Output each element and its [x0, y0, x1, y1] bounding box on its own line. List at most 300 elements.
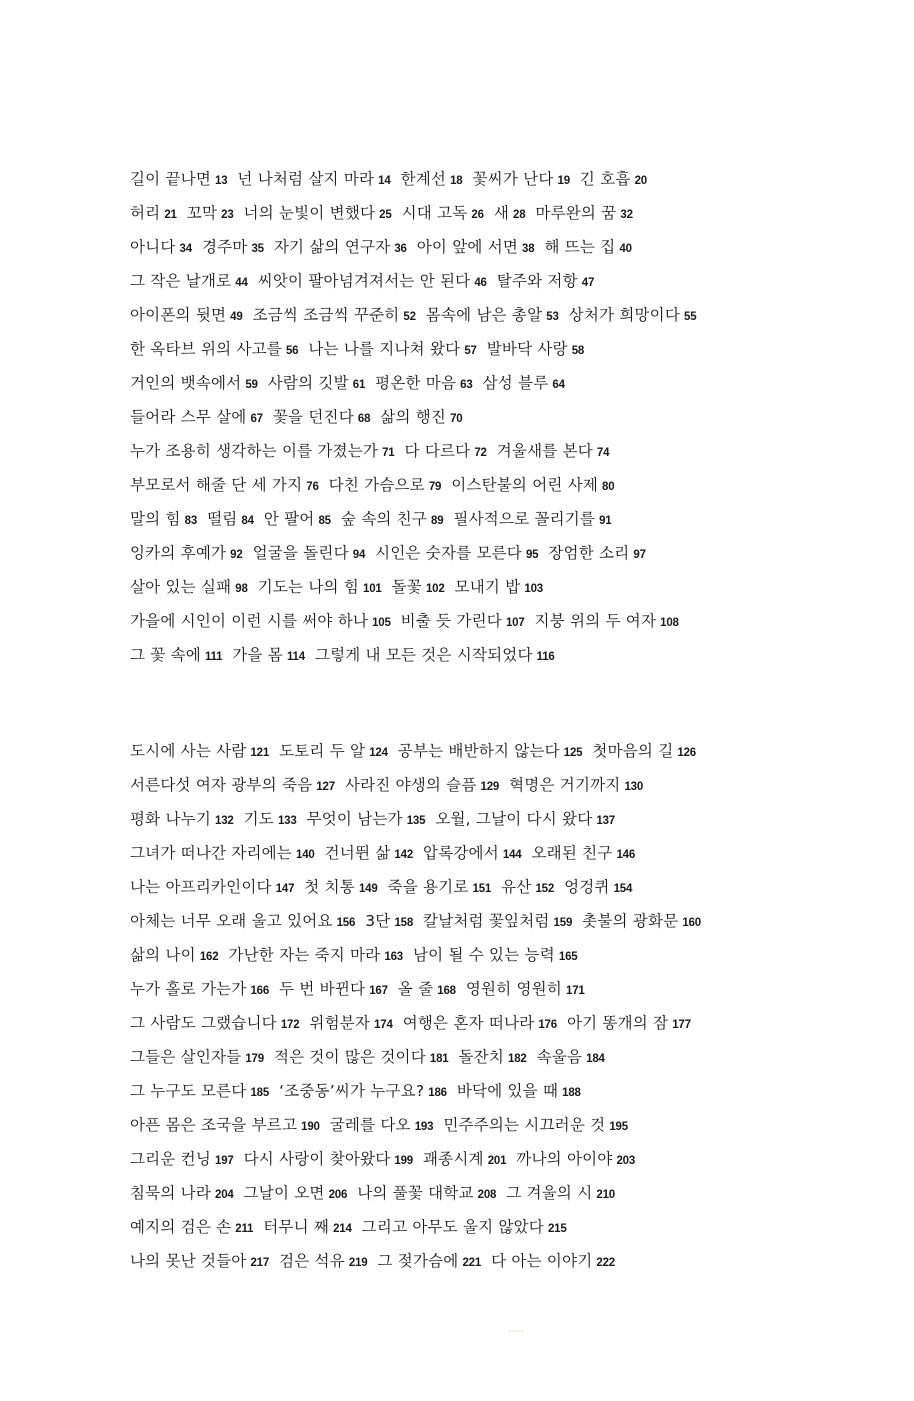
page-number: 156 — [336, 917, 356, 929]
page-number: 211 — [235, 1223, 254, 1235]
poem-title: 혁명은 거기까지 — [509, 776, 621, 794]
poem-title: 꼬막 — [186, 204, 218, 222]
toc-entry — [483, 374, 565, 392]
toc-line — [130, 366, 870, 400]
poem-title: 공부는 배반하지 않는다 — [397, 742, 560, 760]
page-number: 114 — [286, 651, 305, 663]
toc-entry — [258, 272, 487, 290]
poem-title: 나는 나를 지나쳐 왔다 — [308, 340, 461, 358]
poem-title: 오월, 그날이 다시 왔다 — [435, 810, 593, 828]
toc-line — [130, 836, 870, 870]
toc-entry — [375, 374, 472, 392]
toc-line — [130, 1210, 870, 1244]
page-number: 188 — [562, 1087, 581, 1099]
poem-title: ‘조중동’씨가 누구요? — [279, 1082, 425, 1100]
toc-entry — [308, 340, 476, 358]
toc-entry — [329, 476, 442, 494]
page-number: 49 — [230, 311, 243, 323]
page-number: 53 — [546, 311, 559, 323]
poem-title: 새 — [493, 204, 509, 222]
toc-entry — [307, 810, 426, 828]
poem-title: 지붕 위의 두 여자 — [534, 612, 657, 630]
toc-entry — [516, 1150, 635, 1168]
toc-entry — [263, 1218, 351, 1236]
page-number: 70 — [450, 413, 463, 425]
poem-title: 돌잔치 — [458, 1048, 505, 1066]
toc-entry — [531, 844, 635, 862]
poem-title: 한계선 — [400, 170, 447, 188]
page-number: 44 — [235, 277, 248, 289]
page-number: 91 — [599, 515, 612, 527]
poem-title: 적은 것이 많은 것이다 — [273, 1048, 426, 1066]
poem-title: 그리운 컨닝 — [130, 1150, 211, 1168]
poem-title: 위험분자 — [309, 1014, 371, 1032]
toc-entry — [487, 340, 584, 358]
toc-entry — [417, 238, 535, 256]
page-number: 184 — [586, 1053, 605, 1065]
page-number: 197 — [215, 1155, 234, 1167]
poem-title: 사라진 야생의 슬픔 — [344, 776, 477, 794]
toc-line — [130, 162, 870, 196]
toc-entry — [130, 1014, 299, 1032]
poem-title: 너의 눈빛이 변했다 — [243, 204, 376, 222]
poem-title: 그 꽃 속에 — [130, 646, 201, 664]
page-number: 181 — [429, 1053, 449, 1065]
poem-title: 칼날처럼 꽃잎처럼 — [423, 912, 550, 930]
poem-title: 이스탄불의 어린 사제 — [451, 476, 599, 494]
poem-title: 건너뛴 삶 — [324, 844, 391, 862]
poem-title: 민주주의는 시끄러운 것 — [443, 1116, 606, 1134]
page-number: 221 — [462, 1257, 482, 1269]
toc-entry — [423, 844, 521, 862]
page-number: 147 — [275, 883, 295, 895]
page-number: 95 — [525, 549, 539, 561]
toc-entry — [244, 1184, 348, 1202]
page-number: 151 — [472, 883, 492, 895]
page-number: 35 — [251, 243, 264, 255]
toc-line — [130, 802, 870, 836]
page-number: 13 — [215, 175, 228, 187]
toc-entry — [202, 238, 264, 256]
poem-title: 예지의 검은 손 — [130, 1218, 232, 1236]
toc-entry — [548, 544, 645, 562]
page-number: 146 — [616, 849, 636, 861]
poem-title: 유산 — [501, 878, 532, 896]
toc-line — [130, 870, 870, 904]
page-number: 179 — [245, 1053, 264, 1065]
poem-title: 여행은 혼자 떠나라 — [402, 1014, 535, 1032]
page-number: 166 — [250, 985, 270, 997]
toc-entry — [279, 1082, 447, 1100]
toc-entry — [237, 170, 390, 188]
page-number: 28 — [513, 209, 526, 221]
toc-entry — [244, 204, 392, 222]
toc-entry — [357, 1184, 496, 1202]
poem-title: 씨앗이 팔아넘겨져서는 안 된다 — [257, 272, 471, 290]
toc-entry — [405, 442, 487, 460]
poem-title: 바닥에 있을 때 — [456, 1082, 559, 1100]
page-number: 203 — [616, 1155, 636, 1167]
toc-entry — [130, 646, 222, 664]
poem-title: 겨울새를 본다 — [496, 442, 593, 460]
toc-line — [130, 332, 870, 366]
page-number: 159 — [553, 917, 573, 929]
toc-entry — [274, 1048, 449, 1066]
poem-title: 그 젖가슴에 — [377, 1252, 459, 1270]
page-number: 215 — [547, 1223, 567, 1235]
poem-title: 두 번 바뀐다 — [279, 980, 366, 998]
page-number: 61 — [352, 379, 366, 391]
toc-entry — [304, 878, 377, 896]
poem-title: 탈주와 저항 — [496, 272, 578, 290]
poem-title: 꽃을 던진다 — [272, 408, 354, 426]
page-number: 182 — [508, 1053, 527, 1065]
page-number: 142 — [394, 849, 414, 861]
poem-title: 마루완의 꿈 — [535, 204, 617, 222]
toc-entry — [345, 776, 499, 794]
toc-entry — [130, 742, 269, 760]
toc-entry — [130, 1048, 264, 1066]
poem-title: 얼굴을 돌린다 — [252, 544, 349, 562]
poem-title: 촛불의 광화문 — [582, 912, 679, 930]
page-number: 160 — [682, 917, 701, 929]
page-number: 193 — [414, 1121, 434, 1133]
toc-entry — [402, 204, 484, 222]
toc-entry — [443, 1116, 628, 1134]
page-number: 89 — [431, 515, 444, 527]
toc-entry — [130, 878, 294, 896]
toc-entry — [388, 878, 492, 896]
toc-entry — [497, 442, 610, 460]
toc-entry — [130, 442, 395, 460]
toc-entry — [130, 844, 315, 862]
toc-entry — [130, 170, 227, 188]
toc-entry — [377, 1252, 481, 1270]
poem-title: 그날이 오면 — [243, 1184, 325, 1202]
toc-entry — [330, 1116, 434, 1134]
poem-title: 들어라 스무 살에 — [130, 408, 247, 426]
page-number: 121 — [250, 747, 270, 759]
poem-title: 누가 홀로 가는가 — [130, 980, 247, 998]
poem-title: 떨림 — [207, 510, 238, 528]
toc-entry — [451, 476, 614, 494]
page-number: 101 — [363, 583, 382, 595]
poem-title: 시대 고독 — [401, 204, 468, 222]
toc-entry — [130, 374, 258, 392]
toc-entry — [537, 1048, 605, 1066]
toc-entry — [130, 578, 248, 596]
page-number: 186 — [428, 1087, 447, 1099]
toc-entry — [130, 1218, 253, 1236]
page-number: 19 — [557, 175, 570, 187]
page-number: 201 — [487, 1155, 507, 1167]
page-number: 85 — [318, 515, 331, 527]
poem-title: 가난한 자는 죽지 마라 — [228, 946, 381, 964]
page-number: 105 — [372, 617, 391, 629]
poem-title: 상처가 희망이다 — [568, 306, 681, 324]
toc-entry — [401, 170, 463, 188]
poem-title: 한 옥타브 위의 사고를 — [130, 340, 282, 358]
page-number: 116 — [536, 651, 555, 663]
page-number: 162 — [199, 951, 219, 963]
toc-entry — [130, 544, 243, 562]
page-number: 56 — [285, 345, 299, 357]
page-number: 111 — [204, 651, 223, 663]
page-number: 68 — [357, 413, 371, 425]
poem-title: 도토리 두 알 — [279, 742, 366, 760]
toc-entry — [232, 646, 305, 664]
page-number: 208 — [477, 1189, 497, 1201]
toc-entry — [423, 912, 572, 930]
page-number: 210 — [596, 1189, 615, 1201]
toc-entry — [473, 170, 570, 188]
page-number: 165 — [558, 951, 578, 963]
page-number: 102 — [425, 583, 445, 595]
toc-entry — [274, 238, 407, 256]
poem-title: 사람의 깃발 — [267, 374, 349, 392]
poem-title: 돌꽃 — [391, 578, 422, 596]
poem-title: 속울음 — [536, 1048, 583, 1066]
poem-title: 필사적으로 꼴리기를 — [453, 510, 596, 528]
poem-title: 3단 — [365, 912, 391, 930]
page-number: 199 — [394, 1155, 413, 1167]
toc-line — [130, 1006, 870, 1040]
toc-entry — [509, 776, 643, 794]
poem-title: 꽃씨가 난다 — [472, 170, 554, 188]
toc-line — [130, 536, 870, 570]
toc-entry — [130, 204, 177, 222]
poem-title: 시인은 숫자를 모른다 — [375, 544, 522, 562]
toc-entry — [244, 810, 297, 828]
page-number: 195 — [609, 1121, 628, 1133]
toc-entry — [258, 578, 382, 596]
toc-entry — [457, 1082, 581, 1100]
page-number: 219 — [348, 1257, 368, 1269]
page-number: 222 — [596, 1257, 615, 1269]
poem-title: 그 작은 날개로 — [130, 272, 232, 290]
poem-title: 몸속에 남은 총알 — [425, 306, 543, 324]
toc-entry — [362, 1218, 567, 1236]
toc-entry — [315, 646, 555, 664]
poem-title: 다시 사랑이 찾아왔다 — [243, 1150, 391, 1168]
toc-entry — [130, 306, 243, 324]
toc-entry — [535, 204, 632, 222]
toc-entry — [279, 980, 388, 998]
toc-line — [130, 502, 870, 536]
toc-section-1 — [130, 162, 870, 672]
page-number: 107 — [505, 617, 525, 629]
poem-title: 해 뜨는 집 — [544, 238, 616, 256]
page-number: 71 — [382, 447, 395, 459]
poem-title: 비출 듯 가린다 — [400, 612, 502, 630]
toc-entry — [426, 306, 559, 324]
toc-entry — [130, 510, 197, 528]
toc-entry — [413, 946, 578, 964]
page-number: 83 — [184, 515, 198, 527]
toc-entry — [501, 878, 554, 896]
poem-title: 검은 석유 — [279, 1252, 345, 1270]
page-number: 171 — [566, 985, 585, 997]
toc-line — [130, 768, 870, 802]
toc-line — [130, 1244, 870, 1278]
poem-title: 안 팔어 — [263, 510, 315, 528]
toc-entry — [130, 408, 263, 426]
page-number: 217 — [250, 1257, 270, 1269]
toc-line — [130, 196, 870, 230]
toc-entry — [494, 204, 526, 222]
poem-title: 평온한 마음 — [375, 374, 457, 392]
page-number: 23 — [221, 209, 234, 221]
poem-title: 가을 몸 — [232, 646, 283, 664]
page-number: 64 — [552, 379, 565, 391]
poem-title: 기도는 나의 힘 — [257, 578, 359, 596]
toc-line — [130, 1040, 870, 1074]
page-number: 206 — [328, 1189, 348, 1201]
poem-title: 숲 속의 친구 — [340, 510, 428, 528]
toc-entry — [130, 776, 335, 794]
poem-title: 무엇이 남는가 — [306, 810, 403, 828]
toc-line — [130, 904, 870, 938]
toc-line — [130, 298, 870, 332]
toc-entry — [187, 204, 234, 222]
toc-entry — [279, 742, 388, 760]
toc-entry — [564, 878, 632, 896]
toc-entry — [365, 912, 413, 930]
toc-line — [130, 230, 870, 264]
page-number: 92 — [230, 549, 243, 561]
poem-title: 오래된 친구 — [531, 844, 613, 862]
poem-title: 가을에 시인이 이런 시를 써야 하나 — [130, 612, 369, 630]
toc-entry — [130, 1252, 269, 1270]
page-number: 149 — [358, 883, 378, 895]
toc-entry — [309, 1014, 392, 1032]
toc-entry — [403, 1014, 557, 1032]
page-number: 84 — [241, 515, 254, 527]
toc-line — [130, 1108, 870, 1142]
poem-title: 그렇게 내 모든 것은 시작되었다 — [314, 646, 533, 664]
page-number: 152 — [535, 883, 555, 895]
page-number: 132 — [215, 815, 234, 827]
toc-line — [130, 434, 870, 468]
toc-entry — [582, 912, 701, 930]
toc-entry — [228, 946, 403, 964]
toc-line — [130, 1074, 870, 1108]
page-number: 34 — [179, 243, 192, 255]
page-number: 46 — [474, 277, 487, 289]
toc-line — [130, 938, 870, 972]
toc-entry — [458, 1048, 526, 1066]
poem-title: 부모로서 해줄 단 세 가지 — [130, 476, 303, 494]
poem-title: 삼성 블루 — [482, 374, 549, 392]
toc-line — [130, 468, 870, 502]
toc-entry — [130, 1082, 269, 1100]
toc-line — [130, 264, 870, 298]
poem-title: 그녀가 떠나간 자리에는 — [130, 844, 292, 862]
page-number: 21 — [164, 209, 177, 221]
poem-title: 그들은 살인자들 — [130, 1048, 242, 1066]
poem-title: 첫마음의 길 — [592, 742, 674, 760]
toc-entry — [398, 980, 456, 998]
poem-title: 평화 나누기 — [130, 810, 211, 828]
toc-entry — [453, 510, 611, 528]
page-number: 133 — [277, 815, 297, 827]
toc-entry — [253, 544, 366, 562]
toc-line — [130, 570, 870, 604]
poem-title: 터무니 째 — [263, 1218, 330, 1236]
toc-entry — [380, 408, 462, 426]
poem-title: 말의 힘 — [130, 510, 181, 528]
toc-entry — [253, 306, 416, 324]
poem-title: 허리 — [130, 204, 161, 222]
toc-entry — [544, 238, 631, 256]
page-number: 163 — [384, 951, 403, 963]
poem-title: 그 누구도 모른다 — [130, 1082, 247, 1100]
page-number: 158 — [394, 917, 414, 929]
scan-artifact — [508, 1330, 524, 1332]
poem-title: 나는 아프리카인이다 — [130, 878, 272, 896]
page-number: 32 — [620, 209, 633, 221]
toc-entry — [580, 170, 647, 188]
page-number: 125 — [563, 747, 583, 759]
poem-title: 그 겨울의 시 — [506, 1184, 593, 1202]
toc-entry — [244, 1150, 413, 1168]
poem-title: 길이 끝나면 — [130, 170, 211, 188]
toc-entry — [423, 1150, 506, 1168]
poem-title: 남이 될 수 있는 능력 — [412, 946, 555, 964]
page-number: 55 — [684, 311, 697, 323]
poem-title: 올 줄 — [397, 980, 434, 998]
toc-entry — [435, 810, 615, 828]
toc-line — [130, 604, 870, 638]
poem-title: 도시에 사는 사람 — [130, 742, 247, 760]
page-number: 168 — [437, 985, 456, 997]
toc-entry — [130, 980, 269, 998]
toc-entry — [130, 1150, 234, 1168]
page-number: 140 — [296, 849, 315, 861]
toc-entry — [398, 742, 583, 760]
page-number: 79 — [428, 481, 442, 493]
page-number: 80 — [602, 481, 615, 493]
poem-title: 발바닥 사랑 — [486, 340, 568, 358]
poem-title: 아니다 — [130, 238, 176, 256]
page-number: 38 — [522, 243, 535, 255]
poem-title: 장엄한 소리 — [548, 544, 630, 562]
poem-title: 거인의 뱃속에서 — [130, 374, 242, 392]
toc-entry — [130, 1184, 234, 1202]
toc-entry — [375, 544, 538, 562]
toc-entry — [130, 1116, 320, 1134]
poem-title: 그 사람도 그랬습니다 — [130, 1014, 277, 1032]
poem-title: 그리고 아무도 울지 않았다 — [361, 1218, 544, 1236]
poem-title: 아픈 몸은 조국을 부르고 — [130, 1116, 298, 1134]
toc-entry — [535, 612, 679, 630]
page-number: 176 — [538, 1019, 557, 1031]
page-number: 144 — [502, 849, 522, 861]
page-number: 103 — [524, 583, 543, 595]
poem-title: 영원히 영원히 — [465, 980, 563, 998]
page-number: 47 — [581, 277, 595, 289]
poem-title: 누가 조용히 생각하는 이를 가졌는가 — [130, 442, 379, 460]
toc-line — [130, 734, 870, 768]
poem-title: 다 아는 이야기 — [491, 1252, 593, 1270]
toc-entry — [325, 844, 413, 862]
toc-entry — [401, 612, 525, 630]
toc-line — [130, 638, 870, 672]
page-number: 25 — [379, 209, 392, 221]
toc-entry — [130, 946, 218, 964]
page-number: 74 — [596, 447, 610, 459]
page-number: 177 — [672, 1019, 691, 1031]
